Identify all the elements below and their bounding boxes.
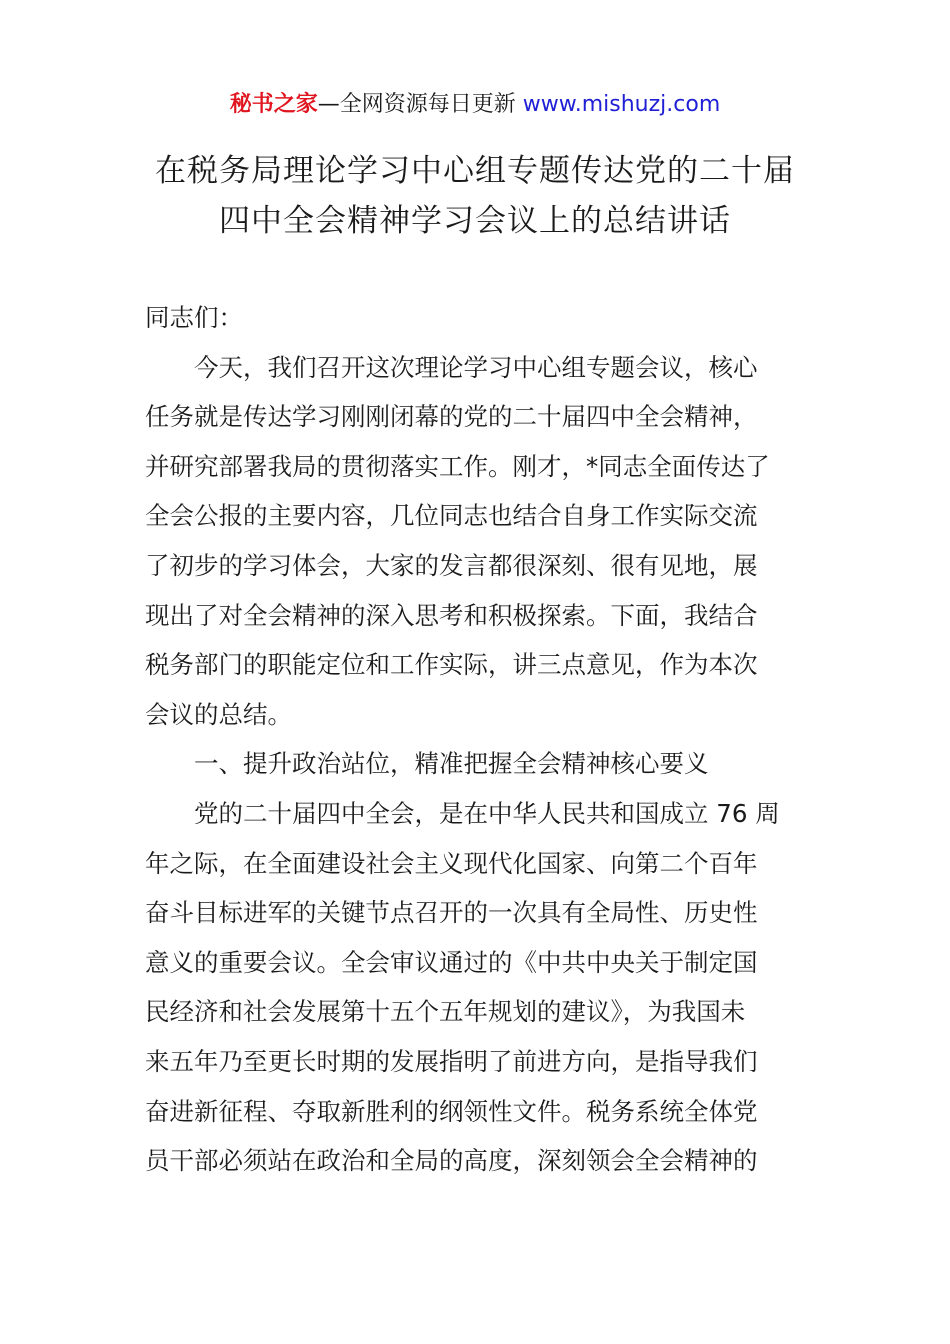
body-line: 了初步的学习体会，大家的发言都很深刻、很有见地，展 (145, 550, 758, 580)
body-line: 会议的总结。 (145, 699, 292, 729)
site-brand: 秘书之家 (229, 92, 318, 117)
body-line: 奋斗目标进军的关键节点召开的一次具有全局性、历史性 (145, 898, 758, 928)
body-line: 任务就是传达学习刚刚闭幕的党的二十届四中全会精神， (145, 402, 758, 432)
body-line: 全会公报的主要内容，几位同志也结合自身工作实际交流 (145, 501, 758, 531)
body-line: 年之际，在全面建设社会主义现代化国家、向第二个百年 (145, 848, 758, 878)
salutation: 同志们： (145, 303, 243, 332)
document-title (120, 146, 830, 246)
body-line: 奋进新征程、夺取新胜利的纲领性文件。税务系统全体党 (145, 1096, 758, 1126)
title-line-1: 在税务局理论学习中心组专题传达党的二十届 (155, 153, 795, 189)
document-body (145, 293, 807, 1186)
body-line: 员干部必须站在政治和全局的高度，深刻领会全会精神的 (145, 1146, 758, 1176)
section-heading-1: 一、提升政治站位，精准把握全会精神核心要义 (194, 749, 709, 779)
body-line: 意义的重要会议。全会审议通过的《中共中央关于制定国 (145, 947, 758, 977)
header-dash: — (317, 92, 340, 117)
title-line-2: 四中全会精神学习会议上的总结讲话 (219, 203, 731, 239)
body-line: 税务部门的职能定位和工作实际，讲三点意见，作为本次 (145, 650, 758, 680)
site-header (0, 88, 950, 122)
body-line: 今天，我们召开这次理论学习中心组专题会议，核心 (194, 352, 758, 382)
site-tagline: 全网资源每日更新 (339, 92, 516, 117)
body-line: 民经济和社会发展第十五个五年规划的建议》，为我国未 (145, 997, 746, 1027)
body-line: 并研究部署我局的贯彻落实工作。刚才，*同志全面传达了 (145, 451, 770, 481)
body-line: 来五年乃至更长时期的发展指明了前进方向，是指导我们 (145, 1046, 758, 1076)
body-line: 党的二十届四中全会，是在中华人民共和国成立 76 周 (194, 798, 780, 828)
site-url-link[interactable]: www.mishuzj.com (522, 92, 721, 117)
body-line: 现出了对全会精神的深入思考和积极探索。下面，我结合 (145, 600, 758, 630)
